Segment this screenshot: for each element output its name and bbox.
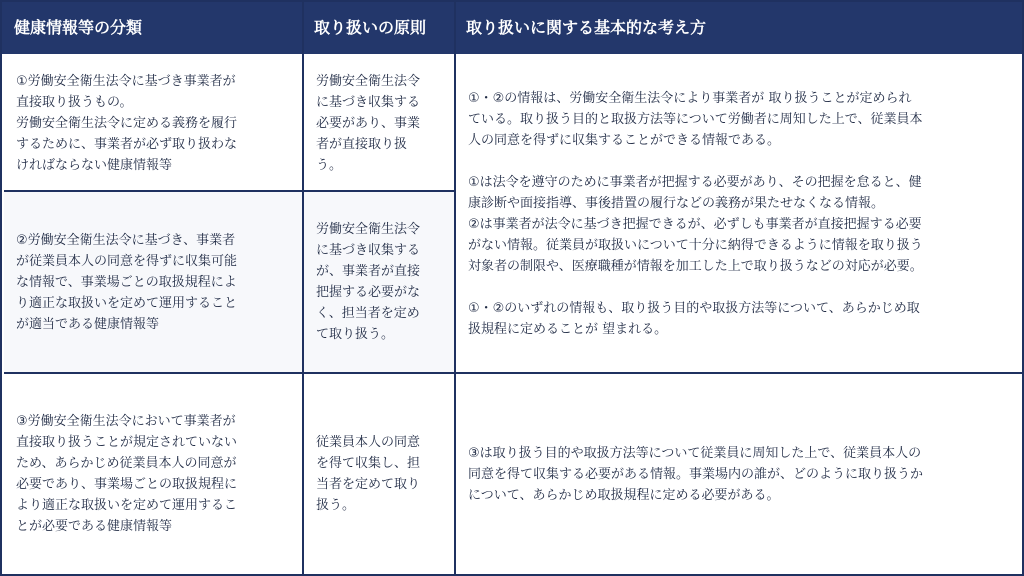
row2-category-line: り適正な取扱いを定めて運用すること [16, 295, 238, 311]
row2-principle-line: 労働安全衛生法令 [316, 222, 421, 237]
row3-principle-line: を得て収集し、担 [316, 456, 421, 471]
row1-category-cell [4, 56, 302, 190]
row3-category-line: より適正な取扱いを定めて運用するこ [16, 498, 238, 513]
row3-category-line: 直接取り扱うことが規定されていない [16, 435, 238, 450]
table-header [2, 2, 1022, 54]
row3-principle-line: 当者を定めて取り [316, 477, 421, 492]
row3-category-line: ため、あらかじめ従業員本人の同意が [16, 456, 237, 471]
thinking-line: ①・②の情報は、労働安全衛生法令により事業者が 取り扱うことが定められ [468, 91, 912, 106]
row3-principle-line: 扱う。 [316, 498, 356, 513]
row1-category-line: するために、事業者が必ず取り扱わな [16, 136, 238, 152]
row2-principle-line: く、担当者を定め [316, 306, 420, 321]
row3-category-line: 必要であり、事業場ごとの取扱規程に [16, 477, 238, 492]
row2-category-line: ②労働安全衛生法令に基づき、事業者 [16, 232, 236, 248]
thinking-line: がない情報。従業員が取扱いについて十分に納得できるように情報を取り扱う [468, 238, 923, 253]
row2-category-line: が適当である健康情報等 [16, 316, 160, 332]
row1-principle-line: に基づき収集する [316, 94, 421, 110]
column-divider [302, 2, 304, 574]
row1-category-line: ければならない健康情報等 [16, 157, 173, 173]
thinking-cell-1-2 [456, 56, 1022, 372]
thinking-line: について、あらかじめ取扱規程に定める必要がある。 [468, 487, 780, 503]
row2-principle-line: て取り扱う。 [316, 327, 395, 342]
thinking-line: ②は事業者が法令に基づき把握できるが、必ずしも事業者が直接把握する必要 [468, 217, 922, 232]
row-divider [4, 190, 454, 192]
thinking-cell-3 [456, 374, 1022, 574]
row1-principle-line: 者が直接取り扱 [316, 136, 408, 152]
row1-category-line: ①労働安全衛生法令に基づき事業者が [16, 73, 236, 89]
row2-principle-cell [304, 192, 454, 372]
row1-principle-line: 必要があり、事業 [316, 115, 421, 131]
thinking-line: ①は法令を遵守のために事業者が把握する必要があり、その把握を怠ると、健 [468, 175, 922, 190]
row-divider [4, 372, 1022, 374]
row3-principle-line: 従業員本人の同意 [316, 435, 421, 450]
row3-principle-cell [304, 374, 454, 574]
thinking-line: ③は取り扱う目的や取扱方法等について従業員に周知した上で、従業員本人の [468, 445, 922, 461]
row1-principle-cell [304, 56, 454, 190]
paragraph-gap [468, 151, 1012, 172]
row2-category-cell [4, 192, 302, 372]
thinking-line: 扱規程に定めることが 望まれる。 [468, 322, 668, 337]
thinking-line: 同意を得て収集する必要がある情報。事業場内の誰が、どのように取り扱うか [468, 466, 924, 482]
row1-principle-line: う。 [316, 157, 343, 173]
row1-category-line: 直接取り扱うもの。 [16, 94, 133, 110]
row3-category-line: とが必要である健康情報等 [16, 519, 173, 534]
row2-category-line: が従業員本人の同意を得ずに収集可能 [16, 253, 238, 269]
thinking-line: ①・②のいずれの情報も、取り扱う目的や取扱方法等について、あらかじめ取 [468, 301, 920, 316]
row2-principle-line: 把握する必要がな [316, 285, 421, 300]
header-thinking: 取り扱いに関する基本的な考え方 [466, 18, 707, 37]
row3-category-cell [4, 374, 302, 574]
row2-category-line: な情報で、事業場ごとの取扱規程によ [16, 274, 237, 290]
thinking-line: 対象者の制限や、医療職種が情報を加工した上で取り扱うなどの対応が必要。 [468, 259, 923, 274]
thinking-line: 康診断や面接指導、事後措置の履行などの義務が果たせなくなる情報。 [468, 196, 885, 211]
thinking-line: 人の同意を得ずに収集することができる情報である。 [468, 133, 781, 148]
header-category: 健康情報等の分類 [14, 18, 143, 37]
thinking-line: ている。取り扱う目的と取扱方法等について労働者に周知した上で、従業員本 [468, 112, 923, 127]
column-divider [454, 2, 456, 574]
row2-principle-line: に基づき収集する [316, 243, 421, 258]
header-principle: 取り扱いの原則 [314, 18, 427, 37]
row3-category-line: ③労働安全衛生法令において事業者が [16, 414, 236, 429]
row1-principle-line: 労働安全衛生法令 [316, 73, 421, 89]
paragraph-gap [468, 277, 1012, 298]
row1-category-line: 労働安全衛生法令に定める義務を履行 [16, 115, 238, 131]
row2-principle-line: が、事業者が直接 [316, 264, 421, 279]
